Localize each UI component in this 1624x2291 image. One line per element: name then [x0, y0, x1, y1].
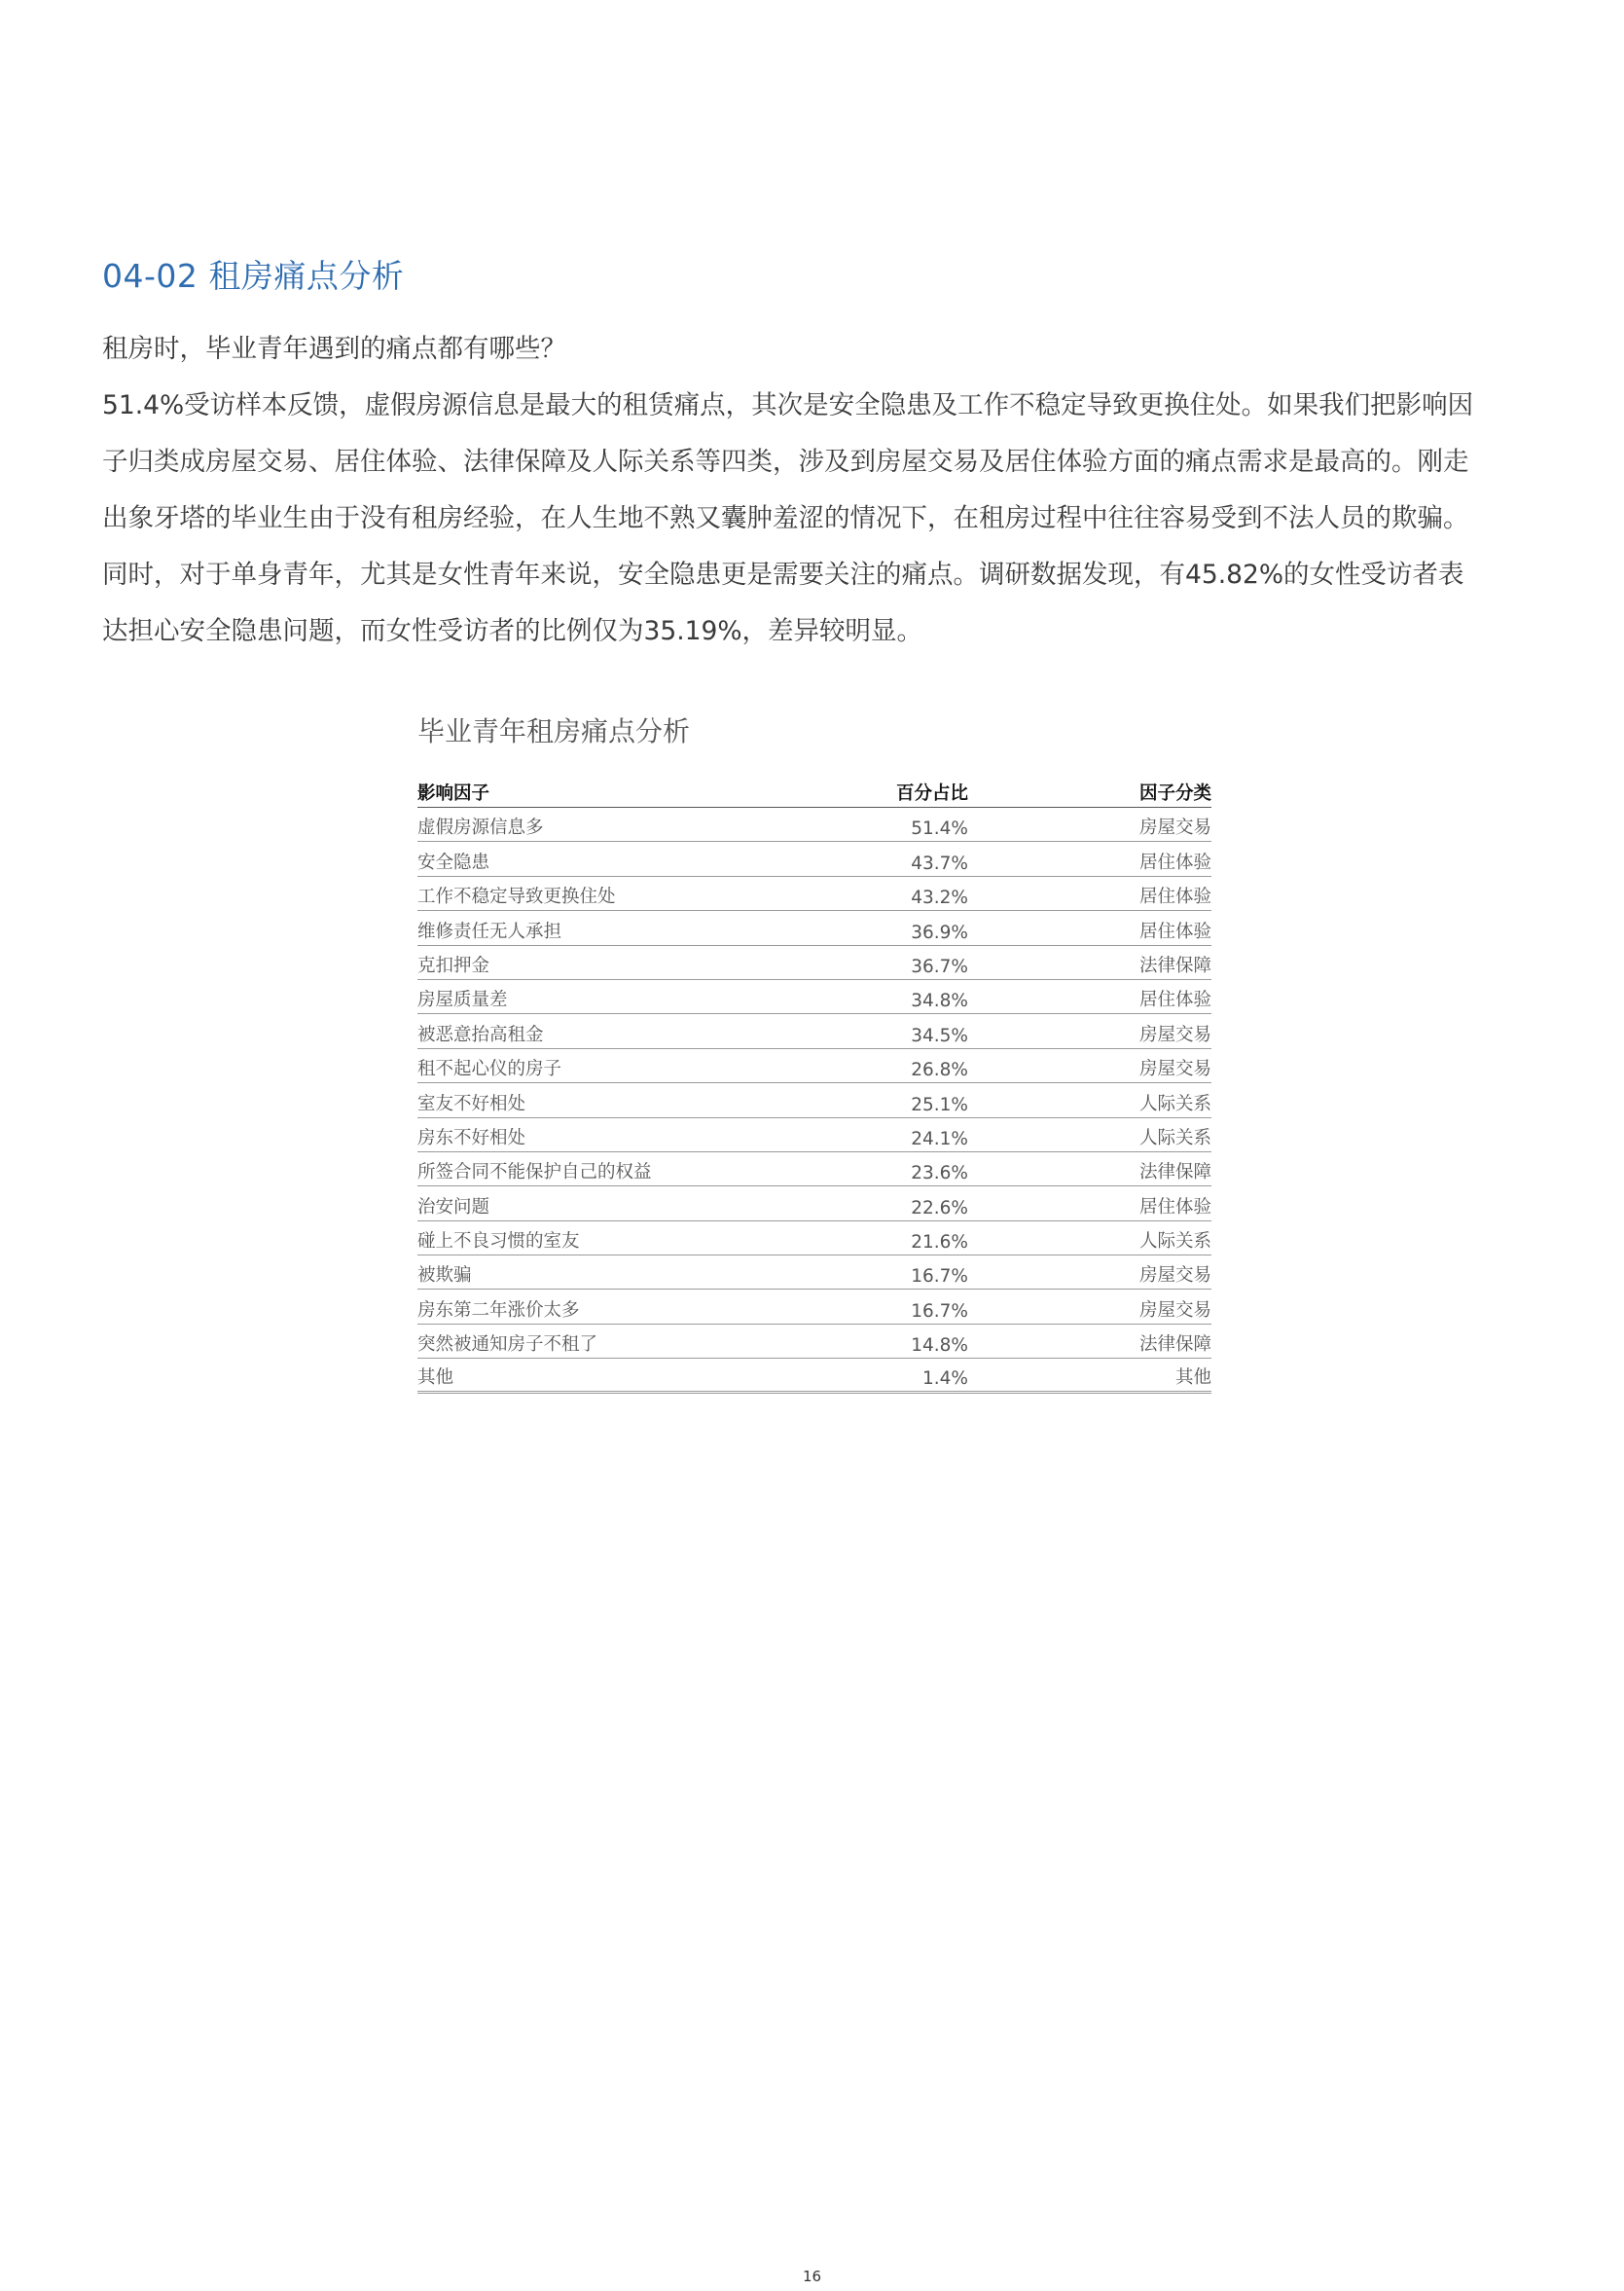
row-percent: 16.7% — [911, 1266, 968, 1288]
row-category: 居住体验 — [1138, 990, 1211, 1011]
row-category: 其他 — [1174, 1366, 1211, 1388]
row-category: 人际关系 — [1138, 1127, 1211, 1148]
row-factor: 室友不好相处 — [417, 1093, 526, 1114]
header-category: 因子分类 — [1138, 783, 1211, 804]
row-factor: 工作不稳定导致更换住处 — [417, 887, 616, 908]
row-category: 居住体验 — [1138, 921, 1211, 942]
table-row — [417, 1186, 1211, 1220]
row-percent: 23.6% — [911, 1163, 968, 1184]
header-factor: 影响因子 — [417, 783, 490, 804]
row-percent: 25.1% — [911, 1094, 968, 1115]
row-percent: 24.1% — [911, 1128, 968, 1149]
table-row — [417, 1325, 1211, 1359]
row-percent: 34.8% — [911, 991, 968, 1012]
table-row — [417, 1049, 1211, 1083]
body-text — [102, 321, 1537, 660]
table-row — [417, 1255, 1211, 1290]
row-factor: 房屋质量差 — [417, 990, 508, 1011]
row-percent: 1.4% — [922, 1367, 968, 1389]
row-category: 法律保障 — [1138, 955, 1211, 976]
table-row — [417, 1290, 1211, 1324]
row-factor: 突然被通知房子不租了 — [417, 1334, 598, 1356]
row-category: 房屋交易 — [1138, 1024, 1211, 1045]
row-category: 房屋交易 — [1138, 1299, 1211, 1321]
table-row — [417, 1083, 1211, 1117]
table-body — [417, 808, 1211, 1394]
row-category: 房屋交易 — [1138, 1265, 1211, 1287]
section-title: 04-02 租房痛点分析 — [102, 257, 405, 295]
row-factor: 租不起心仪的房子 — [417, 1059, 562, 1080]
table-row — [417, 1221, 1211, 1255]
paragraph-line: 51.4%受访样本反馈，虚假房源信息是最大的租赁痛点，其次是安全隐患及工作不稳定导致更换住处。如果我们把影响因 — [102, 390, 1474, 420]
row-factor: 被欺骗 — [417, 1265, 472, 1287]
row-factor: 维修责任无人承担 — [417, 921, 562, 942]
row-factor: 虚假房源信息多 — [417, 818, 544, 839]
table-row — [417, 808, 1211, 842]
row-percent: 14.8% — [911, 1335, 968, 1357]
row-category: 人际关系 — [1138, 1093, 1211, 1114]
row-percent: 43.7% — [911, 853, 968, 874]
row-factor: 所签合同不能保护自己的权益 — [417, 1162, 652, 1183]
header-percent: 百分占比 — [895, 783, 968, 804]
row-percent: 36.9% — [911, 922, 968, 943]
page-number: 16 — [802, 2268, 822, 2285]
table-row — [417, 842, 1211, 876]
table-row — [417, 1359, 1211, 1393]
paragraph-line: 出象牙塔的毕业生由于没有租房经验，在人生地不熟又囊肿羞涩的情况下，在租房过程中往往容易受到不法人员的欺骗。 — [102, 503, 1469, 533]
row-factor: 房东第二年涨价太多 — [417, 1299, 580, 1321]
paragraph-line: 同时，对于单身青年，尤其是女性青年来说，安全隐患更是需要关注的痛点。调研数据发现，有45.82%的女性受访者表 — [102, 560, 1464, 590]
table-row — [417, 911, 1211, 945]
paragraph-line: 达担心安全隐患问题，而女性受访者的比例仅为35.19%，差异较明显。 — [102, 616, 923, 646]
row-percent: 36.7% — [911, 956, 968, 977]
table-row — [417, 1152, 1211, 1186]
row-percent: 43.2% — [911, 888, 968, 909]
row-factor: 其他 — [417, 1366, 454, 1388]
row-factor: 被恶意抬高租金 — [417, 1024, 544, 1045]
row-category: 房屋交易 — [1138, 1059, 1211, 1080]
table-row — [417, 1014, 1211, 1048]
table-title: 毕业青年租房痛点分析 — [417, 715, 691, 747]
row-category: 居住体验 — [1138, 887, 1211, 908]
row-factor: 治安问题 — [417, 1196, 490, 1218]
row-category: 法律保障 — [1138, 1162, 1211, 1183]
table-header-row — [417, 781, 1211, 808]
table-row — [417, 1118, 1211, 1152]
row-percent: 21.6% — [911, 1232, 968, 1254]
row-percent: 22.6% — [911, 1197, 968, 1218]
row-factor: 克扣押金 — [417, 955, 490, 976]
paragraph-line: 子归类成房屋交易、居住体验、法律保障及人际关系等四类，涉及到房屋交易及居住体验方面的痛点需求是最高的。刚走 — [102, 447, 1469, 477]
row-category: 法律保障 — [1138, 1334, 1211, 1356]
row-percent: 51.4% — [911, 818, 968, 840]
table-row — [417, 946, 1211, 980]
pain-point-table — [417, 781, 1211, 1394]
table-row — [417, 877, 1211, 911]
row-factor: 房东不好相处 — [417, 1127, 526, 1148]
row-category: 居住体验 — [1138, 852, 1211, 873]
row-category: 人际关系 — [1138, 1231, 1211, 1253]
paragraph-line: 租房时，毕业青年遇到的痛点都有哪些？ — [102, 334, 566, 364]
table-row — [417, 980, 1211, 1014]
row-percent: 16.7% — [911, 1300, 968, 1322]
row-category: 居住体验 — [1138, 1196, 1211, 1218]
row-category: 房屋交易 — [1138, 818, 1211, 839]
row-percent: 34.5% — [911, 1025, 968, 1046]
row-factor: 安全隐患 — [417, 852, 490, 873]
row-percent: 26.8% — [911, 1060, 968, 1081]
row-factor: 碰上不良习惯的室友 — [417, 1231, 580, 1253]
